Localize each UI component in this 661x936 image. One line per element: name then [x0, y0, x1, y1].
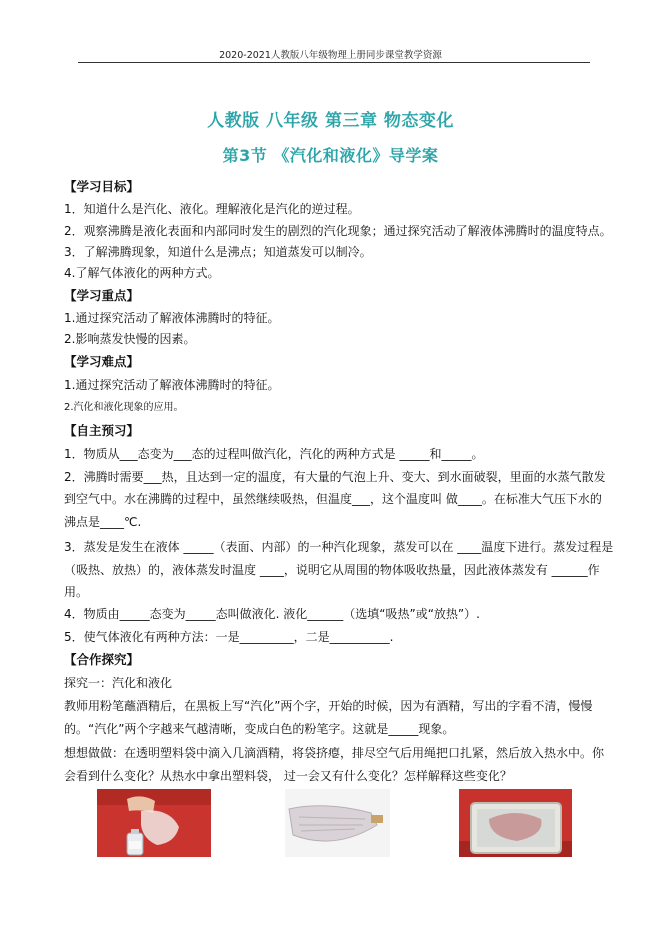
text-line: （吸热、放热）的，液体蒸发时温度 ____，说明它从周围的物体吸收热量，因此液体蒸发有 ______作	[64, 563, 600, 577]
text-line: 5．使气体液化有两种方法：一是_________，二是__________.	[64, 630, 394, 644]
text-line: 1.通过探究活动了解液体沸腾时的特征。	[64, 311, 280, 325]
text-line: 3．蒸发是发生在液体 _____（表面、内部）的一种汽化现象，蒸发可以在 ____温度下进行。蒸发过程是	[64, 540, 614, 554]
photo-bag-and-bottle	[97, 789, 211, 857]
section-heading-key-points: 【学习重点】	[64, 288, 140, 303]
text-line: 到空气中。水在沸腾的过程中，虽然继续吸热，但温度___，这个温度叫 做____。在标准大气压下水的	[64, 492, 602, 506]
photo-sealed-bag	[285, 789, 390, 857]
document-subtitle: 第3节 《汽化和液化》导学案	[222, 146, 439, 165]
text-line: 教师用粉笔蘸酒精后，在黑板上写“汽化”两个字，开始的时候，因为有酒精，写出的字看不清，慢慢	[64, 699, 593, 713]
section-heading-preview: 【自主预习】	[64, 423, 140, 438]
text-line: 2.影响蒸发快慢的因素。	[64, 332, 196, 346]
text-line: 4．物质由_____态变为_____态叫做液化. 液化______（选填“吸热”或“放热”）.	[64, 607, 480, 621]
text-line: 想想做做：在透明塑料袋中滴入几滴酒精，将袋挤瘪，排尽空气后用绳把口扎紧，然后放入热水中。你	[64, 746, 605, 760]
text-line: 2．观察沸腾是液化表面和内部同时发生的剧烈的汽化现象；通过探究活动了解液体沸腾时的温度特点。	[64, 224, 612, 238]
text-line: 探究一：汽化和液化	[64, 676, 173, 690]
section-heading-objectives: 【学习目标】	[64, 179, 140, 194]
photo-bag-in-hot-water	[459, 789, 572, 857]
text-line: 会看到什么变化？从热水中拿出塑料袋， 过一会又有什么变化？怎样解释这些变化？	[64, 769, 512, 783]
text-line: 的。“汽化”两个字越来气越清晰，变成白色的粉笔字。这就是_____现象。	[64, 722, 455, 736]
page-header: 2020-2021人教版八年级物理上册同步课堂教学资源	[219, 50, 442, 61]
text-line: 2．沸腾时需要___热，且达到一定的温度，有大量的气泡上升、变大、到水面破裂，里面的水蒸气散发	[64, 470, 606, 484]
text-line: 1．物质从___态变为___态的过程叫做汽化，汽化的两种方式是 _____和_____。	[64, 447, 484, 461]
text-line: 2.汽化和液化现象的应用。	[64, 402, 184, 413]
document-title: 人教版 八年级 第三章 物态变化	[207, 111, 454, 131]
section-heading-difficulties: 【学习难点】	[64, 354, 140, 369]
header-rule	[78, 62, 590, 63]
text-line: 1．知道什么是汽化、液化。理解液化是汽化的逆过程。	[64, 202, 360, 216]
text-line: 沸点是____℃.	[64, 515, 142, 529]
section-heading-inquiry: 【合作探究】	[64, 652, 140, 667]
text-line: 4.了解气体液化的两种方式。	[64, 266, 220, 280]
text-line: 1.通过探究活动了解液体沸腾时的特征。	[64, 378, 280, 392]
text-line: 用。	[64, 585, 89, 599]
text-line: 3．了解沸腾现象，知道什么是沸点；知道蒸发可以制冷。	[64, 245, 372, 259]
